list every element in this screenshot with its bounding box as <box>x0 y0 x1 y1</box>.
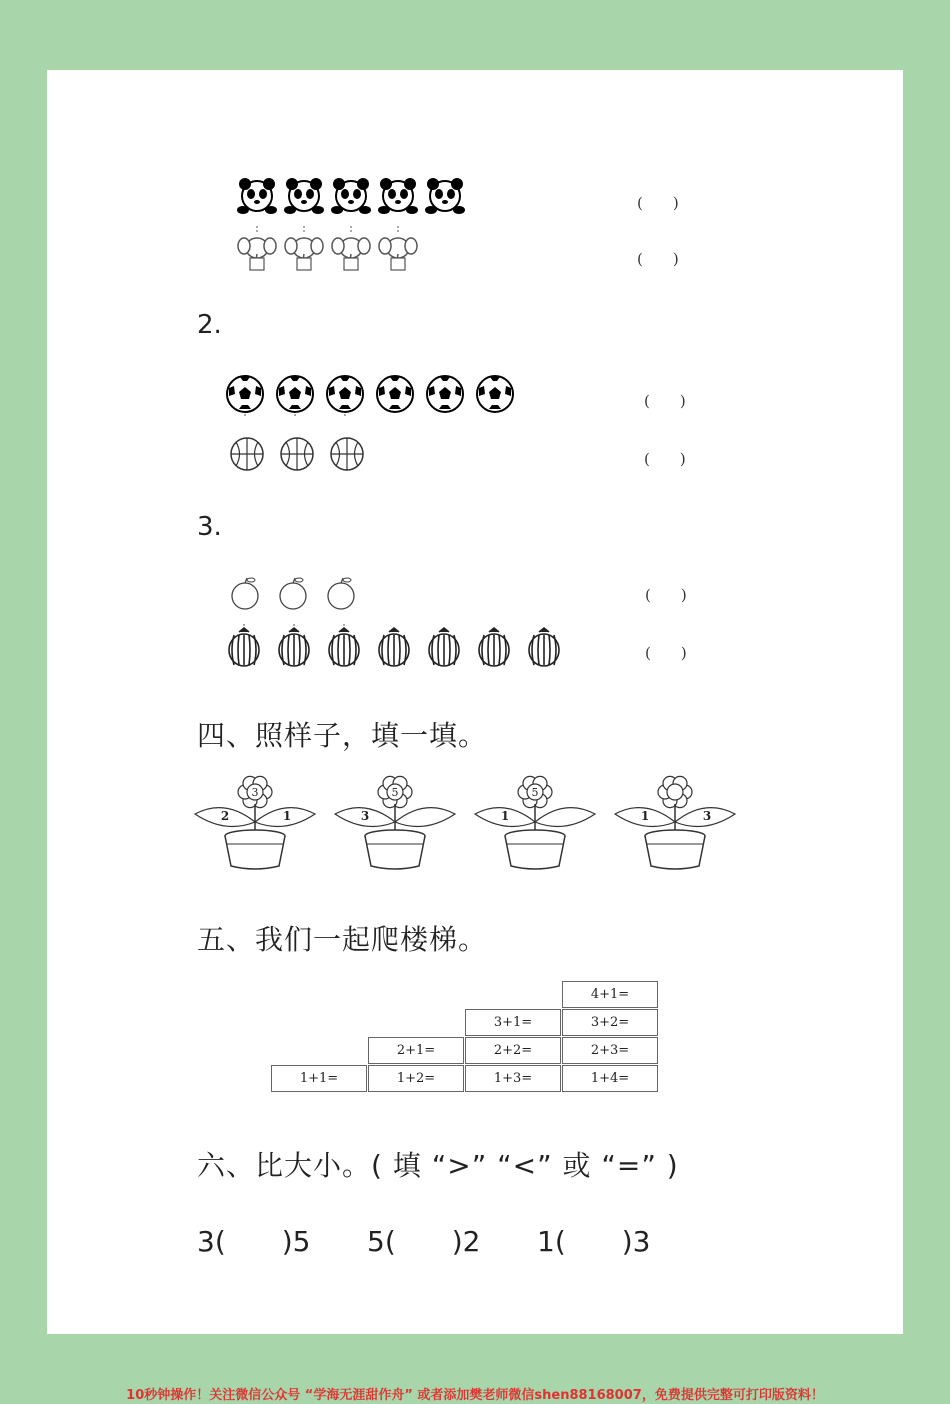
watermelon-row <box>227 624 587 668</box>
soccer-ball-icon <box>477 376 513 412</box>
stair-cell[interactable]: 1+1= <box>271 1065 367 1092</box>
flower-top-number: 5 <box>531 786 539 799</box>
stair-table <box>271 981 661 1095</box>
leaf-left-number: 2 <box>220 809 230 823</box>
watermelon-icon <box>429 628 459 666</box>
answer-blank[interactable]: ( ) <box>644 392 686 410</box>
answer-blank[interactable]: ( ) <box>637 194 679 212</box>
stair-cell[interactable]: 1+4= <box>562 1065 658 1092</box>
flower-pot <box>195 776 315 869</box>
stair-cell[interactable]: 2+3= <box>562 1037 658 1064</box>
leaf-right-number: 1 <box>282 809 292 823</box>
answer-blank[interactable]: ( ) <box>645 586 687 604</box>
apple-icon <box>280 578 306 609</box>
leaf-left-number: 1 <box>640 809 650 823</box>
answer-blank[interactable]: ( ) <box>637 250 679 268</box>
apple-row <box>229 576 369 612</box>
panda-icon <box>425 178 465 214</box>
flower-pot-row <box>193 770 753 880</box>
exercise-label: 3. <box>197 512 222 542</box>
soccer-ball-icon <box>427 376 463 412</box>
flower-center <box>667 784 683 800</box>
apple-icon <box>328 578 354 609</box>
elephant-icon <box>332 226 370 270</box>
stair-cell[interactable]: 2+2= <box>465 1037 561 1064</box>
stair-cell[interactable]: 4+1= <box>562 981 658 1008</box>
flower-top-number: 5 <box>391 786 399 799</box>
flower-top-number: 3 <box>251 786 259 799</box>
elephant-icon <box>379 226 417 270</box>
basketball-icon <box>281 438 313 470</box>
panda-icon <box>237 178 277 214</box>
flower-pot <box>615 776 735 869</box>
panda-icon <box>331 178 371 214</box>
leaf-left-number: 1 <box>500 809 510 823</box>
stair-cell[interactable]: 1+2= <box>368 1065 464 1092</box>
watermelon-icon <box>279 624 309 666</box>
flower-pot <box>335 776 455 869</box>
section-title: 四、照样子，填一填。 <box>197 719 488 752</box>
section-title: 五、我们一起爬楼梯。 <box>197 923 488 956</box>
worksheet-page <box>47 70 903 1334</box>
apple-icon <box>232 578 258 609</box>
panda-icon <box>284 178 324 214</box>
stair-cell[interactable]: 1+3= <box>465 1065 561 1092</box>
answer-blank[interactable]: ( ) <box>644 450 686 468</box>
basketball-icon <box>231 438 263 470</box>
soccer-ball-icon <box>377 376 413 412</box>
soccer-ball-icon <box>327 376 363 412</box>
elephant-icon <box>285 226 323 270</box>
footer-notice: 10秒钟操作！关注微信公众号 “学海无涯甜作舟” 或者添加樊老师微信shen88168007，免费提供完整可打印版资料！ <box>126 1388 824 1403</box>
leaf-left-number: 3 <box>360 809 370 823</box>
soccer-ball-row <box>225 374 525 418</box>
leaf-right <box>395 808 455 827</box>
exercise-label: 2. <box>197 310 222 340</box>
panda-row <box>235 174 475 224</box>
basketball-icon <box>331 438 363 470</box>
stair-cell[interactable]: 2+1= <box>368 1037 464 1064</box>
leaf-right <box>535 808 595 827</box>
elephant-icon <box>238 226 276 270</box>
leaf-right-number: 3 <box>702 809 712 823</box>
watermelon-icon <box>479 628 509 666</box>
watermelon-icon <box>529 628 559 666</box>
watermelon-icon <box>229 624 259 666</box>
soccer-ball-icon <box>227 376 263 412</box>
basketball-row <box>229 434 389 474</box>
section-title: 六、比大小。( 填 “>” “<” 或 “=” ) <box>197 1149 679 1182</box>
soccer-ball-icon <box>277 376 313 412</box>
panda-icon <box>378 178 418 214</box>
watermelon-icon <box>329 624 359 666</box>
watermelon-icon <box>379 628 409 666</box>
answer-blank[interactable]: ( ) <box>645 644 687 662</box>
comparison-item[interactable]: 3( )5 <box>197 1225 311 1258</box>
stair-cell[interactable]: 3+2= <box>562 1009 658 1036</box>
flower-pot <box>475 776 595 869</box>
comparison-item[interactable]: 5( )2 <box>367 1225 481 1258</box>
elephant-row <box>235 226 435 276</box>
comparison-item[interactable]: 1( )3 <box>537 1225 651 1258</box>
stair-cell[interactable]: 3+1= <box>465 1009 561 1036</box>
